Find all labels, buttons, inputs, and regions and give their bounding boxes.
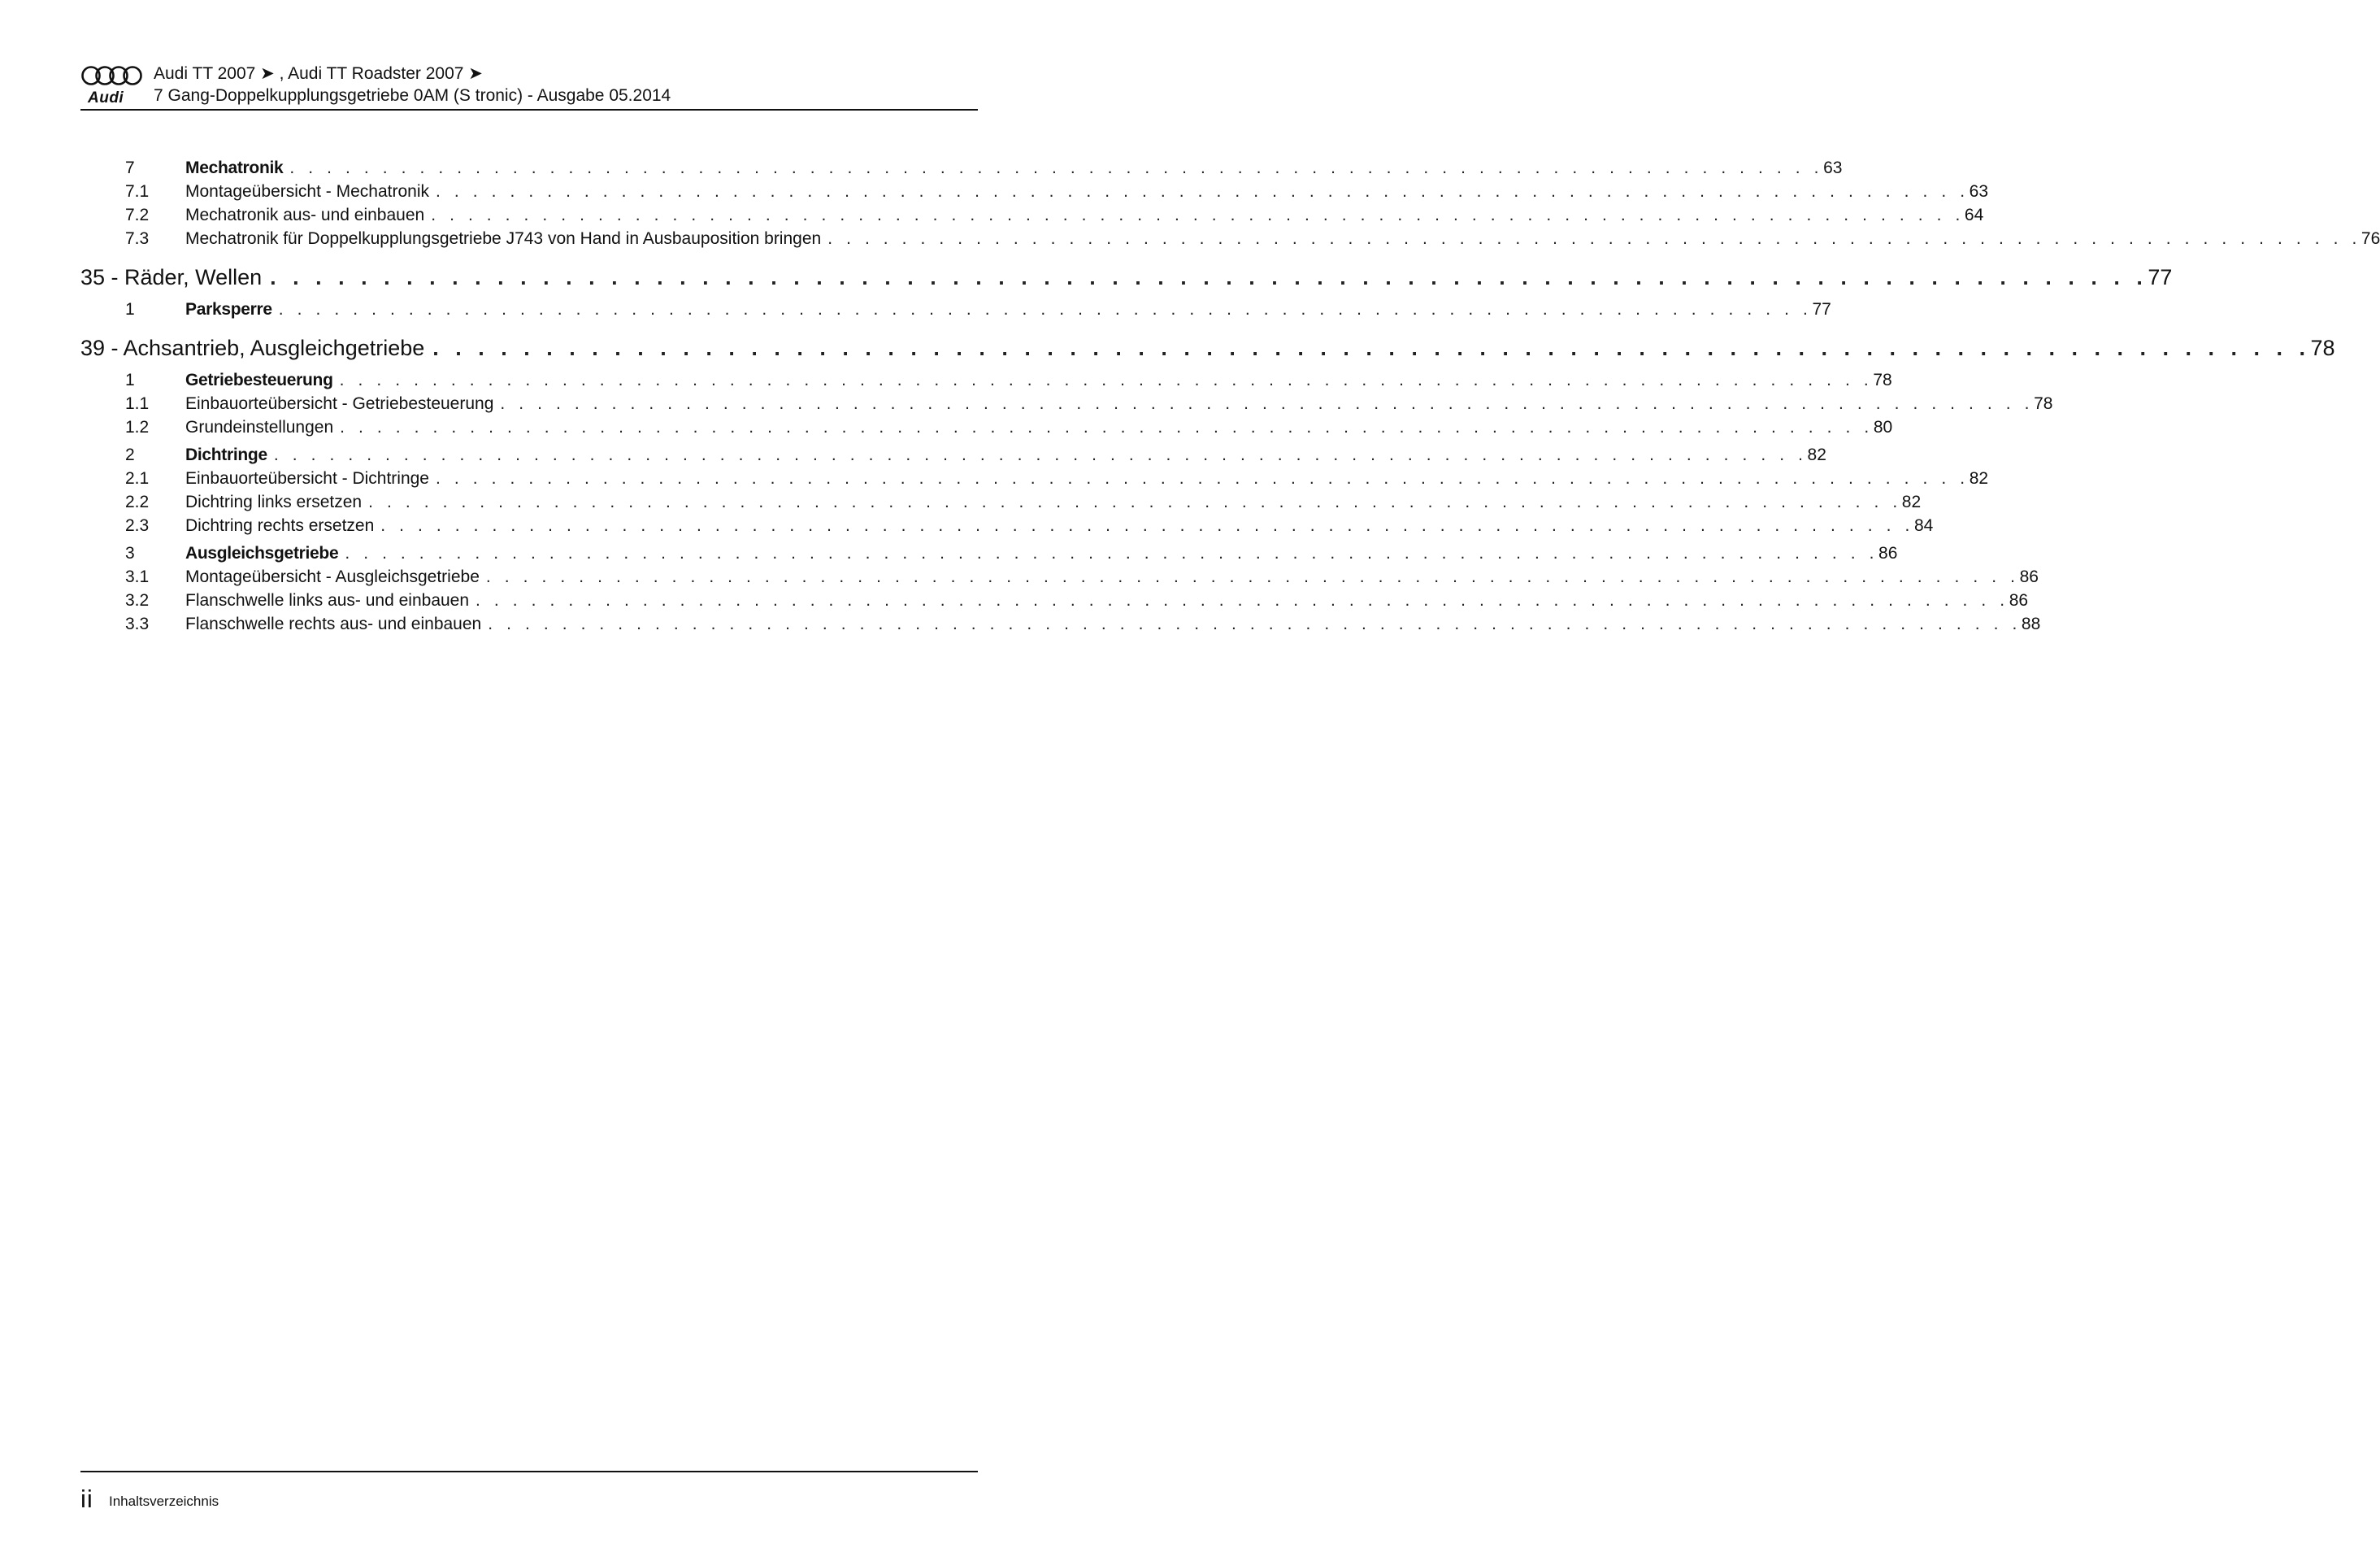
toc-entry-page[interactable]: 77	[1812, 300, 1831, 319]
toc-entry-number: 7.1	[125, 182, 150, 201]
header-manual-title: 7 Gang-Doppelkupplungsgetriebe 0AM (S tronic) - Ausgabe 05.2014	[154, 86, 671, 105]
toc-entry-title[interactable]: Parksperre	[185, 300, 272, 319]
toc-entry[interactable]	[80, 229, 2380, 253]
toc-entry-page[interactable]: 86	[2009, 591, 2029, 610]
toc-entry-number: 3.3	[125, 615, 150, 633]
toc-entry-title[interactable]: Dichtringe	[185, 446, 267, 464]
toc-entry[interactable]	[80, 206, 1984, 229]
toc-entry-title[interactable]: Flanschwelle rechts aus- und einbauen	[185, 615, 482, 633]
toc-leader-dots: . . . . . . . . . . . . . . . . . . . . . . . . . . . . . . . . . . . . . . . . . . . . . . . . . . . . . . . . . . . . . . . . . . . . . . . . . . . . . . . . . . .	[476, 591, 2009, 610]
toc-entry-number: 2.3	[125, 516, 150, 535]
toc-entry-number: 2.2	[125, 493, 150, 511]
toc-entry-number: 2.1	[125, 469, 150, 488]
toc-entry-page[interactable]: 82	[1969, 469, 1989, 488]
toc-entry-title[interactable]: Einbauorteübersicht - Dichtringe	[185, 469, 429, 488]
toc-entry[interactable]	[80, 544, 1898, 567]
toc-leader-dots: . . . . . . . . . . . . . . . . . . . . . . . . . . . . . . . . . . . . . . . . . . . . . . . . . . . . . . . . . . . . . . . . . . . . . . . . . . . . . . . . . . .	[380, 516, 1914, 535]
toc-entry-title[interactable]: Dichtring rechts ersetzen	[185, 516, 375, 535]
toc-entry[interactable]	[80, 567, 2039, 591]
toc-leader-dots: . . . . . . . . . . . . . . . . . . . . . . . . . . . . . . . . . . . . . . . . . . . . . . . . . . . . . . . . . . . . . . . . . . . . . . . . . . . . . . . . . . .	[435, 182, 1970, 201]
toc-chapter[interactable]	[80, 265, 2173, 294]
toc-entry-number: 2	[125, 446, 135, 464]
toc-entry[interactable]	[80, 446, 1826, 469]
toc-chapter-page[interactable]: 78	[2310, 336, 2335, 360]
toc-leader-dots: . . . . . . . . . . . . . . . . . . . . . . . . . . . . . . . . . . . . . . . . . . . . . . . . . . . . . . . . . . . . . . . . . . . . . . . . . . . . . . . . . . .	[368, 493, 1902, 511]
toc-entry-page[interactable]: 84	[1913, 516, 1934, 535]
toc-chapter-title[interactable]: 35 - Räder, Wellen	[80, 265, 263, 289]
toc-entry-title[interactable]: Ausgleichsgetriebe	[185, 544, 339, 563]
toc-leader-dots: . . . . . . . . . . . . . . . . . . . . . . . . . . . . . . . . . . . . . . . . . . . . . . . . . . . . . . . . . . . . . . . . . . . . . . . . . . . . . . . . . . .	[436, 469, 1970, 488]
toc-entry-number: 1.2	[125, 418, 150, 437]
header-rule	[80, 109, 978, 111]
toc-entry-page[interactable]: 82	[1901, 493, 1922, 511]
toc-entry[interactable]	[80, 300, 1831, 324]
toc-entry-page[interactable]: 78	[2034, 394, 2053, 413]
toc-entry-page[interactable]: 76	[2360, 229, 2380, 248]
toc-leader-dots: . . . . . . . . . . . . . . . . . . . . . . . . . . . . . . . . . . . . . . . . . . . . . . . . . . . . . . . . . . . . . . . . . . . . . . . . . . . . . . . . . . .	[488, 615, 2022, 633]
toc-leader-dots: . . . . . . . . . . . . . . . . . . . . . . . . . . . . . . . . . . . . . . . . . . . . . . . . . . . . . . . . . . . . . . . . . . . . . . . . . . . . . . . . . . .	[432, 336, 2311, 360]
toc-leader-dots: . . . . . . . . . . . . . . . . . . . . . . . . . . . . . . . . . . . . . . . . . . . . . . . . . . . . . . . . . . . . . . . . . . . . . . . . . . . . . . . . . . .	[339, 371, 1874, 389]
audi-wordmark: Audi	[88, 89, 124, 107]
header-model-line: Audi TT 2007 ➤ , Audi TT Roadster 2007 ➤	[154, 64, 483, 83]
toc-entry-number: 7.2	[125, 206, 150, 224]
footer-rule	[80, 1471, 978, 1472]
toc-entry[interactable]	[80, 615, 2041, 638]
toc-entry-number: 3	[125, 544, 135, 563]
footer-section-label: Inhaltsverzeichnis	[109, 1494, 219, 1509]
toc-entry-title[interactable]: Dichtring links ersetzen	[185, 493, 363, 511]
toc-entry-number: 1.1	[125, 394, 150, 413]
table-of-contents	[80, 159, 2380, 638]
toc-leader-dots: . . . . . . . . . . . . . . . . . . . . . . . . . . . . . . . . . . . . . . . . . . . . . . . . . . . . . . . . . . . . . . . . . . . . . . . . . . . . . . . . . . .	[289, 159, 1824, 177]
toc-leader-dots: . . . . . . . . . . . . . . . . . . . . . . . . . . . . . . . . . . . . . . . . . . . . . . . . . . . . . . . . . . . . . . . . . . . . . . . . . . . . . . . . . . .	[273, 446, 1808, 464]
toc-leader-dots: . . . . . . . . . . . . . . . . . . . . . . . . . . . . . . . . . . . . . . . . . . . . . . . . . . . . . . . . . . . . . . . . . . . . . . . . . . . . . . . . . . .	[340, 418, 1874, 437]
toc-leader-dots: . . . . . . . . . . . . . . . . . . . . . . . . . . . . . . . . . . . . . . . . . . . . . . . . . . . . . . . . . . . . . . . . . . . . . . . . . . . . . . . . . . .	[345, 544, 1879, 563]
page-header	[80, 63, 978, 109]
toc-entry[interactable]	[80, 493, 1922, 516]
toc-entry-title[interactable]: Einbauorteübersicht - Getriebesteuerung	[185, 394, 494, 413]
toc-entry[interactable]	[80, 371, 1892, 394]
toc-entry-number: 3.1	[125, 567, 150, 586]
toc-entry-title[interactable]: Mechatronik	[185, 159, 284, 177]
toc-chapter[interactable]	[80, 336, 2335, 365]
toc-entry-number: 1	[125, 300, 135, 319]
toc-entry[interactable]	[80, 516, 1934, 540]
toc-leader-dots: . . . . . . . . . . . . . . . . . . . . . . . . . . . . . . . . . . . . . . . . . . . . . . . . . . . . . . . . . . . . . . . . . . . . . . . . . . . . . . . . . . .	[500, 394, 2035, 413]
toc-entry-page[interactable]: 86	[1878, 544, 1898, 563]
toc-entry-page[interactable]: 80	[1873, 418, 1893, 437]
toc-entry-title[interactable]: Flanschwelle links aus- und einbauen	[185, 591, 470, 610]
toc-chapter-page[interactable]: 77	[2148, 265, 2173, 289]
toc-entry[interactable]	[80, 591, 2029, 615]
toc-entry-page[interactable]: 63	[1823, 159, 1843, 177]
footer-page-number: ii	[80, 1485, 93, 1513]
toc-leader-dots: . . . . . . . . . . . . . . . . . . . . . . . . . . . . . . . . . . . . . . . . . . . . . . . . . . . . . . . . . . . . . . . . . . . . . . . . . . . . . . . . . . .	[827, 229, 2361, 248]
toc-entry-number: 3.2	[125, 591, 150, 610]
toc-leader-dots: . . . . . . . . . . . . . . . . . . . . . . . . . . . . . . . . . . . . . . . . . . . . . . . . . . . . . . . . . . . . . . . . . . . . . . . . . . . . . . . . . . .	[278, 300, 1813, 319]
toc-entry-page[interactable]: 63	[1969, 182, 1989, 201]
toc-entry-title[interactable]: Montageübersicht - Mechatronik	[185, 182, 429, 201]
toc-entry-title[interactable]: Getriebesteuerung	[185, 371, 333, 389]
toc-leader-dots: . . . . . . . . . . . . . . . . . . . . . . . . . . . . . . . . . . . . . . . . . . . . . . . . . . . . . . . . . . . . . . . . . . . . . . . . . . . . . . . . . . .	[431, 206, 1965, 224]
toc-entry[interactable]	[80, 394, 2053, 418]
audi-rings-icon	[80, 65, 144, 86]
toc-entry-number: 1	[125, 371, 135, 389]
toc-entry-number: 7	[125, 159, 135, 177]
toc-entry-title[interactable]: Montageübersicht - Ausgleichsgetriebe	[185, 567, 480, 586]
toc-entry[interactable]	[80, 159, 1843, 182]
toc-entry-page[interactable]: 78	[1873, 371, 1892, 389]
toc-entry-number: 7.3	[125, 229, 150, 248]
toc-entry-title[interactable]: Grundeinstellungen	[185, 418, 334, 437]
toc-entry-page[interactable]: 86	[2019, 567, 2039, 586]
toc-entry-page[interactable]: 88	[2021, 615, 2041, 633]
toc-entry[interactable]	[80, 469, 1989, 493]
toc-chapter-title[interactable]: 39 - Achsantrieb, Ausgleichgetriebe	[80, 336, 425, 360]
audi-logo	[80, 63, 144, 107]
toc-entry-title[interactable]: Mechatronik für Doppelkupplungsgetriebe J743 von Hand in Ausbauposition bringen	[185, 229, 822, 248]
toc-leader-dots: . . . . . . . . . . . . . . . . . . . . . . . . . . . . . . . . . . . . . . . . . . . . . . . . . . . . . . . . . . . . . . . . . . . . . . . . . . . . . . . . . . .	[485, 567, 2020, 586]
toc-entry[interactable]	[80, 182, 1989, 206]
toc-entry-page[interactable]: 64	[1964, 206, 1984, 224]
toc-entry[interactable]	[80, 418, 1893, 441]
toc-entry-page[interactable]: 82	[1807, 446, 1826, 464]
toc-leader-dots: . . . . . . . . . . . . . . . . . . . . . . . . . . . . . . . . . . . . . . . . . . . . . . . . . . . . . . . . . . . . . . . . . . . . . . . . . . . . . . . . . . .	[270, 265, 2148, 289]
toc-entry-title[interactable]: Mechatronik aus- und einbauen	[185, 206, 425, 224]
